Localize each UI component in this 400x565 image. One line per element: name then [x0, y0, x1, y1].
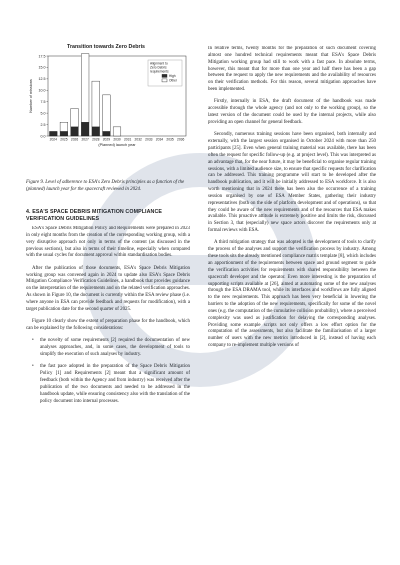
bar-high [49, 131, 57, 136]
bar-high [103, 131, 111, 136]
chart-title: Transition towards Zero Debris [67, 44, 145, 50]
legend-title: requirements [150, 69, 169, 74]
list-item: • the novelty of some requirements [2] required the documentation of new analyses approaches, and, in some cases, the development of tools to simplify the execution of such analyses by industry. [40, 338, 190, 359]
bar-other [103, 95, 111, 132]
x-tick-label: 2031 [123, 137, 132, 142]
paragraph: In relative terms, twenty months for the preparation of such document covering almost one hundred technical requirements meant that ESA's Space Debris Mitigation working group had still to work with a fast pace. In absolute terms, however, this meant that for more than one year and half there has been a gap between the request to apply the new requirements and the availability of resources on their verification methods. For this reason, several mitigation approaches have been implemented. [208, 46, 376, 93]
figure-caption: Figure 9. Level of adherence to ESA's Zero Debris principles as a function of the (planned) launch year for the spacecraft reviewed in 2024. [26, 180, 185, 192]
bar-other [81, 54, 89, 123]
section-heading: 4. ESA'S SPACE DEBRIS MITIGATION COMPLIANCE VERIFICATION GUIDELINES [26, 209, 163, 222]
y-tick-label: 17.5 [38, 54, 46, 59]
legend-title: Alignment to [150, 61, 168, 66]
x-tick-label: 2029 [102, 137, 111, 142]
bullet-list [26, 338, 190, 405]
legend-label: Other [169, 78, 177, 83]
paragraph: After the publication of those documents, ESA's Space Debris Mitigation working group was convened again in 2024 to update also ESA's Space Debris Mitigation Compliance Verification Guidelines, a handbook that provides guidance on the interpretation of the requirements and on the related verification approaches. As shown in Figure 10, the document is currently within the ESA review phase (i.e. where anyone in ESA can provide feedback and requests for modification), with a target publication date for the second quarter of 2025. [26, 265, 190, 312]
x-tick-label: 2034 [155, 137, 164, 142]
y-tick-label: 2.5 [40, 122, 46, 127]
x-tick-label: 2027 [81, 137, 89, 142]
y-tick-label: 7.5 [40, 100, 46, 105]
x-tick-label: 2035 [166, 137, 174, 142]
right-column [208, 46, 376, 355]
bar-high [81, 122, 89, 136]
bar-other [92, 81, 100, 127]
y-axis-label: Number of missions [29, 79, 33, 113]
paragraph: A third mitigation strategy that was adopted is the development of tools to clarify the process of the analyses and support the verification process by industry. Among these tools sits the already mentioned compliance matrix template [8], which includes an apportionment of the requirements between space and ground segment to guide the verification activities for requirements with shared responsibility between the spacecraft developer and the operator. Even more interesting is the preparation of supporting scripts available at [26], aimed at automating some of the new analyses through the ESA DRAMA tool, while its interfaces and workflows are fully aligned to the new requirements. This approach has been very beneficial in lowering the barriers to the adoption of the new requirements, specifically for some of the novel ones (e.g. the computation of the cumulative collision probability), where a perceived complexity was used as justification for delaying the corresponding analyses. Providing some example scripts not only offers a low effort option for the computation of the assessments, but also facilitate the familiarisation of a larger number of users with the new metrics introduced in [2], instead of having each company to re-implement multiple versions of [208, 240, 376, 349]
legend-swatch [162, 74, 167, 77]
x-tick-label: 2028 [92, 137, 100, 142]
paragraph: Figure 10 clearly show the extent of preparation phase for the handbook, which can be explained by the following considerations: [26, 319, 190, 331]
bar-high [60, 131, 68, 136]
bar-other [113, 127, 121, 136]
legend-label: High [169, 74, 176, 78]
paragraph: ESA's Space Debris Mitigation Policy and Requirements were prepared in 2023 in only eight months from the creation of the corresponding working group, with a very disruptive approach not only in terms of the content (as discussed in the previous sections), but also in terms of their timeline, especially when compared with the usual cycles for document approval within standardisation bodies. [26, 226, 190, 259]
bar-chart [26, 44, 190, 156]
y-tick-label: 10.0 [38, 88, 46, 93]
list-item: • the fast pace adopted in the preparation of the Space Debris Mitigation Policy [1] and Requirements [2] meant that a significant amount of feedback (both within the Agency and from industry) was received after the publication of the two documents and needed to be addressed in the handbook update, while ensuring consistency also with the translation of the policy document into internal processes. [40, 364, 190, 405]
paragraph: Secondly, numerous training sessions have been organised, both internally and externally, with the largest session organised in October 2024 with more than 250 participants [25]. Even when general training material was available, there has been often the request for specific follow-up (e.g. at project level). This was interpreted as an advantage that, for the near future, it may be beneficial to organise regular training sessions, with a limited audience size, to ensure that specific requests for clarification can be addressed. This training programme will start to be developed after the handbook publication, and it will be initially addressed to ESA workforce. It is also worth mentioning that in 2024 there has been also the occurrence of a training session organised by one of ESA Member States, gathering their industry representatives (both on the side of platform development and of operations), so that they could be aware of the new requirements and of the resources that ESA makes available. This proactive attitude is extremely positive and limits the risk, discussed in Section 3, that (especially) new space actors discover the requirements only at formal reviews with ESA. [208, 132, 376, 234]
x-tick-label: 2033 [145, 137, 153, 142]
bar-high [71, 127, 79, 136]
legend-swatch [162, 79, 167, 82]
paragraph: Firstly, internally in ESA, the draft document of the handbook was made accessible through the whole agency (and not only to the working group), so the latest version of the document could be used by the internal projects, while also providing an open channel for general feedback. [208, 99, 376, 125]
bar-other [60, 122, 68, 131]
y-tick-label: 15.0 [38, 65, 46, 70]
y-tick-label: 5.0 [40, 111, 46, 116]
x-axis-label: (Planned) launch year [98, 143, 136, 147]
x-tick-label: 2032 [134, 137, 142, 142]
y-tick-label: 0.0 [40, 134, 46, 139]
left-column-body [26, 226, 190, 411]
x-tick-label: 2036 [177, 137, 185, 142]
y-tick-label: 12.5 [38, 77, 46, 82]
x-tick-label: 2026 [70, 137, 79, 142]
x-tick-label: 2025 [60, 137, 68, 142]
bar-other [71, 109, 79, 127]
bar-high [92, 127, 100, 136]
legend-title: Zero Debris [150, 65, 167, 70]
x-tick-label: 2024 [49, 137, 57, 142]
x-tick-label: 2030 [113, 137, 121, 142]
